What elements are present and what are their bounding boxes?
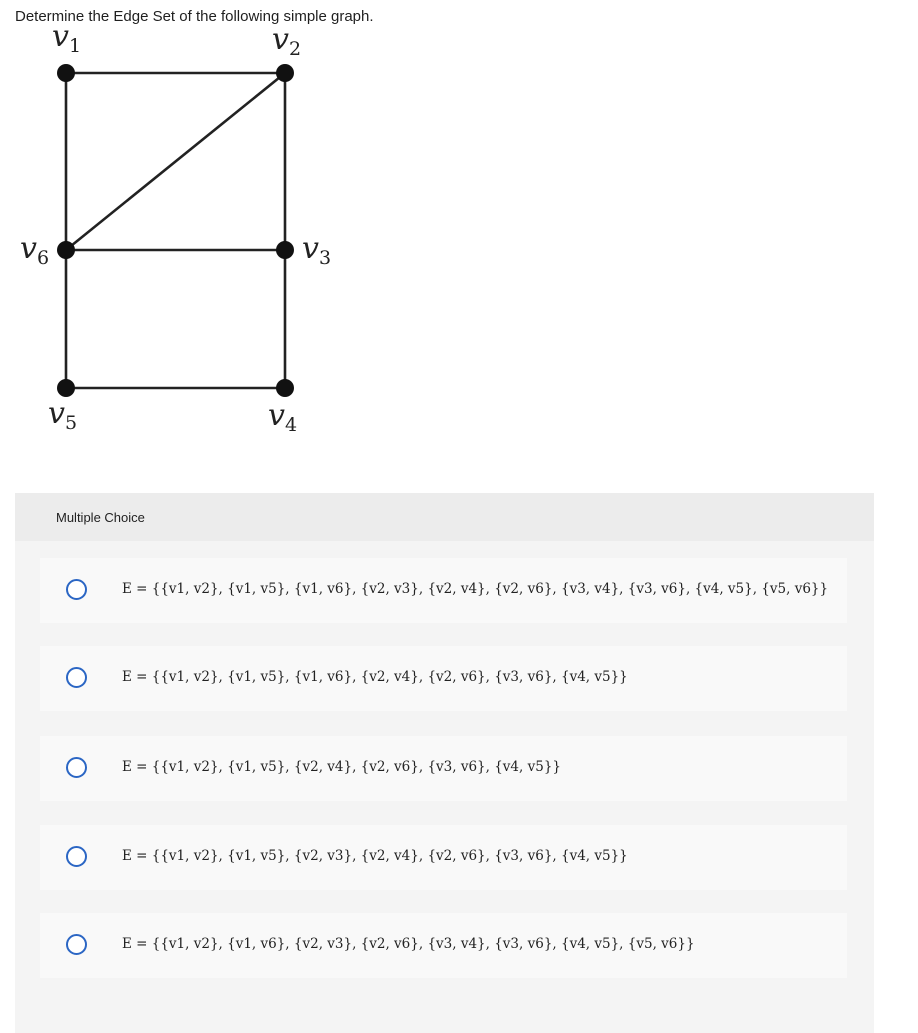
choice-text: E = {{v1, v2}, {v1, v5}, {v1, v6}, {v2, v4}, {v2, v6}, {v3, v6}, {v4, v5}} [122, 669, 628, 685]
graph-diagram [0, 0, 918, 480]
vertex-label-v3: $v_3$ [302, 231, 332, 269]
vertex-v3 [276, 241, 294, 259]
radio-button[interactable] [66, 934, 87, 955]
vertex-v2 [276, 64, 294, 82]
choice-option-3[interactable] [40, 736, 847, 801]
radio-button[interactable] [66, 846, 87, 867]
choice-option-1[interactable] [40, 558, 847, 623]
edge-v2-v6 [66, 73, 285, 250]
radio-button[interactable] [66, 579, 87, 600]
vertex-label-v1: $v_1$ [52, 19, 82, 57]
choice-text: E = {{v1, v2}, {v1, v5}, {v2, v4}, {v2, v6}, {v3, v6}, {v4, v5}} [122, 759, 561, 775]
choice-option-2[interactable] [40, 646, 847, 711]
choice-text: E = {{v1, v2}, {v1, v6}, {v2, v3}, {v2, v6}, {v3, v4}, {v3, v6}, {v4, v5}, {v5, v6}} [122, 936, 695, 952]
question-text: Determine the Edge Set of the following simple graph. [15, 8, 374, 25]
radio-button[interactable] [66, 757, 87, 778]
vertex-v4 [276, 379, 294, 397]
choice-option-4[interactable] [40, 825, 847, 890]
choice-text: E = {{v1, v2}, {v1, v5}, {v1, v6}, {v2, v3}, {v2, v4}, {v2, v6}, {v3, v4}, {v3, v6}, {v4, v5}, {v5, v6}} [122, 581, 829, 597]
graph-edges [66, 73, 285, 388]
choice-text: E = {{v1, v2}, {v1, v5}, {v2, v3}, {v2, v4}, {v2, v6}, {v3, v6}, {v4, v5}} [122, 848, 628, 864]
radio-button[interactable] [66, 667, 87, 688]
vertex-v1 [57, 64, 75, 82]
vertex-label-v6: $v_6$ [20, 231, 50, 269]
vertex-label-v2: $v_2$ [272, 22, 302, 60]
graph-vertices [57, 64, 294, 397]
multiple-choice-header [15, 493, 874, 541]
multiple-choice-panel [15, 493, 874, 1033]
vertex-label-v4: $v_4$ [268, 398, 298, 436]
multiple-choice-label: Multiple Choice [56, 510, 145, 525]
vertex-v5 [57, 379, 75, 397]
vertex-v6 [57, 241, 75, 259]
vertex-label-v5: $v_5$ [48, 396, 78, 434]
choice-option-5[interactable] [40, 913, 847, 978]
